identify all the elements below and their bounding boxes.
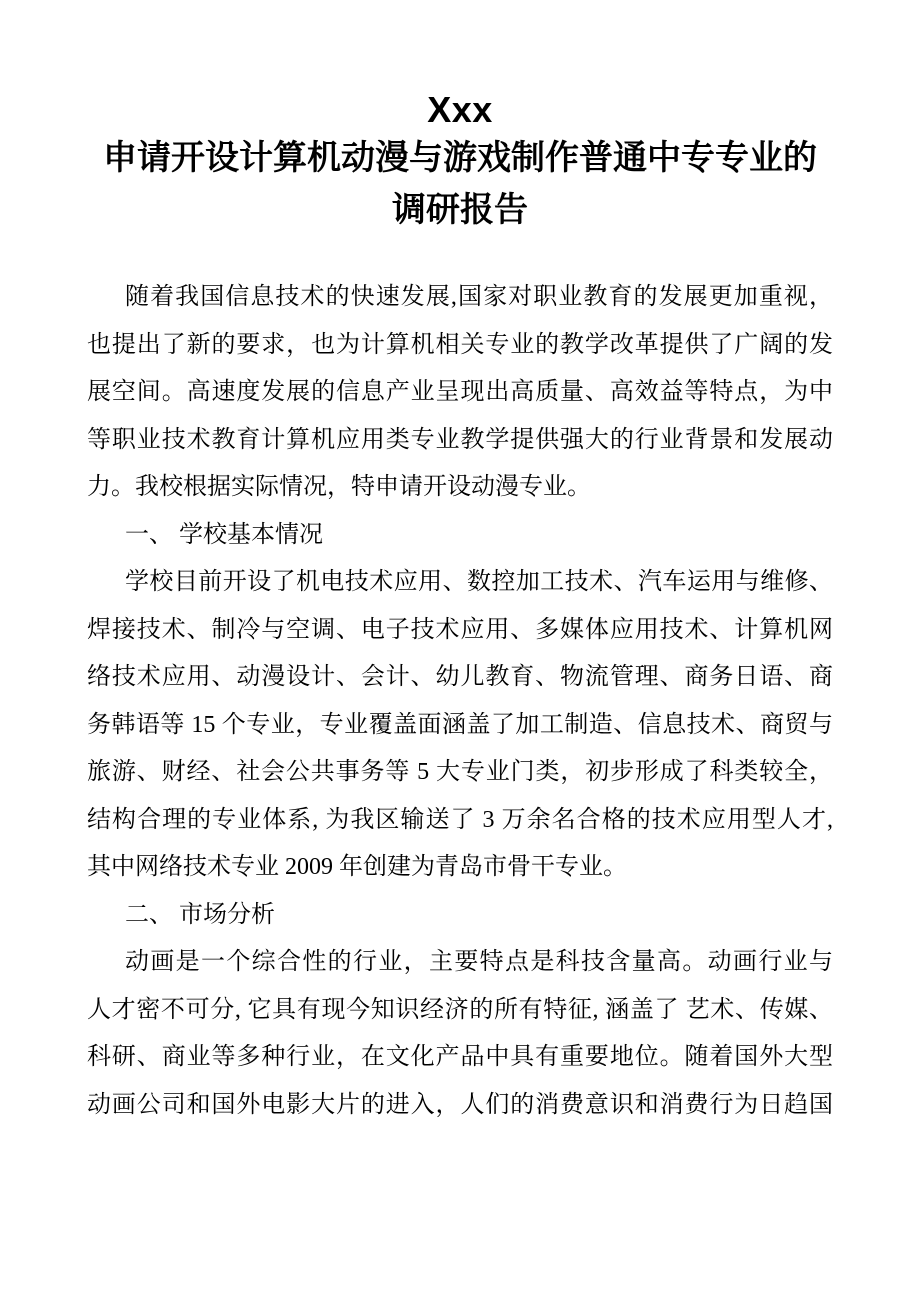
body-line: 络技术应用、动漫设计、会计、幼儿教育、物流管理、商务日语、商: [87, 664, 833, 690]
body-line: 也提出了新的要求，也为计算机相关专业的教学改革提供了广阔的发: [87, 331, 833, 358]
body-line: 焊接技术、制冷与空调、电子技术应用、多媒体应用技术、计算机网: [87, 616, 833, 643]
doc-title-line-1: 申请开设计算机动漫与游戏制作普通中专专业的: [103, 139, 817, 177]
doc-title-line-2: 调研报告: [392, 191, 528, 229]
body-line: 动画公司和国外电影大片的进入，人们的消费意识和消费行为日趋国: [87, 1091, 833, 1118]
doc-title: [87, 132, 833, 236]
body-line: 务韩语等 15 个专业，专业覆盖面涵盖了加工制造、信息技术、商贸与: [87, 711, 833, 738]
body-line: 学校目前开设了机电技术应用、数控加工技术、汽车运用与维修、: [125, 569, 833, 595]
doc-heading-placeholder: Xxx: [427, 89, 493, 130]
paragraph: [87, 939, 833, 1129]
body-line: 结构合理的专业体系, 为我区输送了 3 万余名合格的技术应用型人才,: [87, 806, 833, 833]
body-line: 旅游、财经、社会公共事务等 5 大专业门类，初步形成了科类较全，: [87, 759, 833, 785]
body-line: 人才密不可分, 它具有现今知识经济的所有特征, 涵盖了 艺术、传媒、: [87, 996, 833, 1023]
body-line: 展空间。高速度发展的信息产业呈现出高质量、高效益等特点，为中: [87, 379, 833, 405]
section-heading: 一、 学校基本情况: [125, 521, 323, 548]
paragraph: [87, 559, 833, 892]
body-line: 随着我国信息技术的快速发展,国家对职业教育的发展更加重视，: [125, 284, 833, 310]
body-line: 力。我校根据实际情况，特申请开设动漫专业。: [87, 474, 591, 500]
section-heading: 二、 市场分析: [125, 901, 275, 928]
body-line: 科研、商业等多种行业，在文化产品中具有重要地位。随着国外大型: [87, 1044, 833, 1070]
doc-body: [87, 274, 833, 1129]
body-line: 动画是一个综合性的行业，主要特点是科技含量高。动画行业与: [125, 949, 833, 975]
body-line: 其中网络技术专业 2009 年创建为青岛市骨干专业。: [87, 854, 627, 880]
paragraph: [87, 274, 833, 512]
body-line: 等职业技术教育计算机应用类专业教学提供强大的行业背景和发展动: [87, 426, 833, 453]
